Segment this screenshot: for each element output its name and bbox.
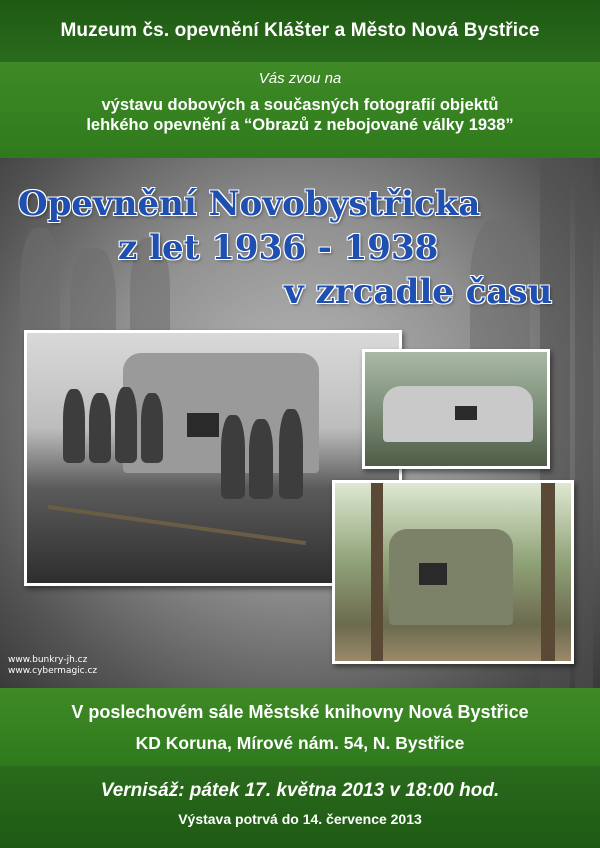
invitation-line-2: lehkého opevnění a “Obrazů z nebojované války 1938” [86,116,514,134]
soldier-figure [249,419,273,499]
background-tree [575,158,593,688]
invitation-band [0,62,600,158]
soldier-figure [221,415,245,499]
soldier-figure [141,393,163,463]
soldier-figure [115,387,137,463]
soldier-figure [63,389,85,463]
duration-text: Výstava potrvá do 14. července 2013 [178,811,422,827]
invitation-line-1: výstavu dobových a současných fotografií objektů [101,96,499,114]
venue-line-1: V poslechovém sále Městské knihovny Nová Bystřice [71,702,529,722]
website-credits [8,655,97,677]
fallen-branch [48,505,306,545]
bunker-loophole [187,413,219,437]
credit-link-2[interactable]: www.cybermagic.cz [8,666,98,676]
soldier-figure [279,409,303,499]
soldier-figure [89,393,111,463]
opening-text: Vernisáž: pátek 17. května 2013 v 18:00 hod. [100,780,500,801]
tree-trunk [371,483,383,661]
bunker [389,529,513,625]
organizer-band [0,0,600,62]
invitation-intro: Vás zvou na [258,70,342,87]
credit-link-1[interactable]: www.bunkry-jh.cz [8,655,88,665]
bunker-flag-photo [362,349,550,469]
bunker-loophole [455,406,477,420]
title-line-3: v zrcadle času [284,272,553,312]
organizers-text: Muzeum čs. opevnění Klášter a Město Nová Bystřice [60,20,540,41]
venue-line-2: KD Koruna, Mírové nám. 54, N. Bystřice [135,733,465,753]
bunker-loophole [419,563,447,585]
forest-bunker-photo [332,480,574,664]
title-line-2: z let 1936 - 1938 [118,228,439,268]
venue-band [0,688,600,766]
opening-band [0,766,600,848]
title-line-1: Opevnění Novobystřicka [18,184,481,224]
tree-trunk [541,483,555,661]
